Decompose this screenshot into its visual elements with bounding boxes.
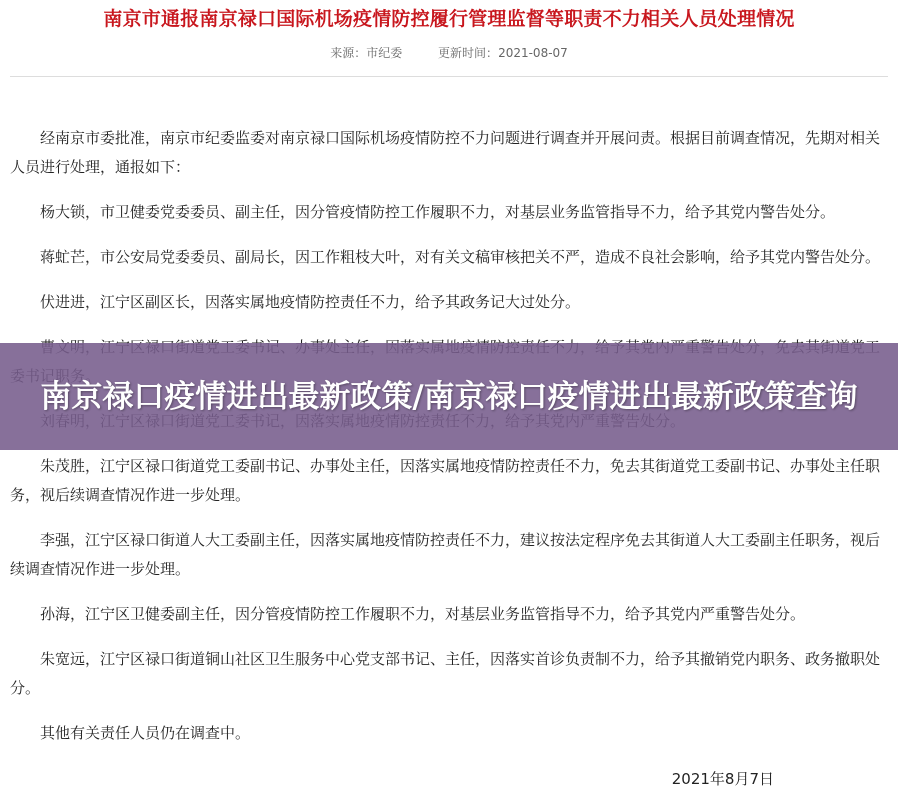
paragraph: 孙海，江宁区卫健委副主任，因分管疫情防控工作履职不力，对基层业务监管指导不力，给予其党内严重警告处分。 xyxy=(40,605,806,623)
paragraph-closing: 其他有关责任人员仍在调查中。 xyxy=(40,724,251,742)
paragraph: 杨大锁，市卫健委党委委员、副主任，因分管疫情防控工作履职不力，对基层业务监管指导不力，给予其党内警告处分。 xyxy=(40,203,836,221)
paragraph: 朱宽远，江宁区禄口街道铜山社区卫生服务中心党支部书记、主任，因落实首诊负责制不力，给予其撤销党内职务、政务撤职处分。 xyxy=(10,650,881,697)
source-label: 来源： xyxy=(330,46,367,60)
source-value: 市纪委 xyxy=(366,46,403,60)
paragraph: 李强，江宁区禄口街道人大工委副主任，因落实属地疫情防控责任不力，建议按法定程序免去其街道人大工委副主任职务，视后续调查情况作进一步处理。 xyxy=(10,531,881,578)
paragraph: 伏进进，江宁区副区长，因落实属地疫情防控责任不力，给予其政务记大过处分。 xyxy=(40,293,581,311)
article-meta xyxy=(0,44,898,61)
paragraph-intro: 经南京市委批准，南京市纪委监委对南京禄口国际机场疫情防控不力问题进行调查并开展问责。根据目前调查情况，先期对相关人员进行处理，通报如下： xyxy=(10,129,881,176)
time-label: 更新时间： xyxy=(438,46,499,60)
paragraph: 朱茂胜，江宁区禄口街道党工委副书记、办事处主任，因落实属地疫情防控责任不力，免去其街道党工委副书记、办事处主任职务，视后续调查情况作进一步处理。 xyxy=(10,457,881,504)
banner-title: 南京禄口疫情进出最新政策/南京禄口疫情进出最新政策查询 xyxy=(40,378,858,415)
update-time-info xyxy=(438,46,568,60)
article-title: 南京市通报南京禄口国际机场疫情防控履行管理监督等职责不力相关人员处理情况 xyxy=(103,8,795,30)
time-value: 2021-08-07 xyxy=(498,46,568,60)
source-info xyxy=(330,46,402,60)
article-date: 2021年8月7日 xyxy=(671,770,774,788)
paragraph: 蒋虻芒，市公安局党委委员、副局长，因工作粗枝大叶，对有关文稿审核把关不严，造成不良社会影响，给予其党内警告处分。 xyxy=(40,248,881,266)
header-divider xyxy=(10,76,888,77)
overlay-banner xyxy=(0,343,898,450)
